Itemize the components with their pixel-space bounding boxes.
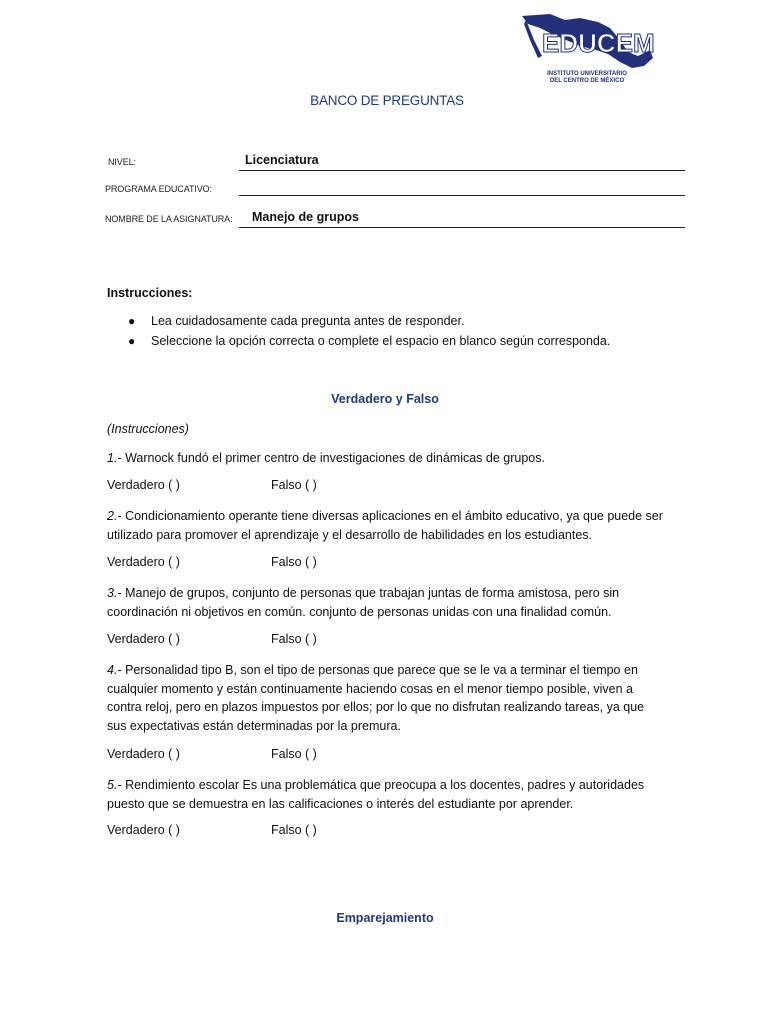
asignatura-label: NOMBRE DE LA ASIGNATURA:	[105, 214, 233, 224]
question-2: 2.- Condicionamiento operante tiene diversas aplicaciones en el ámbito educativo, ya que puede ser utilizado para promover el aprendizaje y el desarrollo de habilidades en los estudiantes.	[107, 509, 663, 542]
svg-text:INSTITUTO UNIVERSITARIO: INSTITUTO UNIVERSITARIO	[547, 71, 627, 77]
question-1: 1.- Warnock fundó el primer centro de investigaciones de dinámicas de grupos.	[107, 451, 545, 465]
section-title-matching: Emparejamiento	[336, 911, 434, 925]
asignatura-underline	[239, 227, 685, 228]
true-option[interactable]: Verdadero ( )	[107, 478, 180, 492]
educem-logo	[520, 10, 655, 86]
section-title-true-false: Verdadero y Falso	[331, 392, 439, 406]
programa-underline	[239, 195, 685, 196]
bullet-icon: ●	[128, 334, 136, 348]
false-option[interactable]: Falso ( )	[271, 823, 317, 837]
question-3: 3.- Manejo de grupos, conjunto de personas que trabajan juntas de forma amistosa, pero sin coordinación ni objetivos en común. conjunto de personas unidas con una finalidad común.	[107, 586, 620, 619]
answer-row-1	[107, 478, 317, 492]
true-option[interactable]: Verdadero ( )	[107, 823, 180, 837]
answer-row-3	[107, 632, 317, 646]
true-option[interactable]: Verdadero ( )	[107, 747, 180, 761]
instructions-list	[128, 314, 610, 354]
nivel-underline	[239, 170, 685, 171]
page-title: BANCO DE PREGUNTAS	[310, 93, 464, 108]
asignatura-value: Manejo de grupos	[252, 210, 359, 224]
false-option[interactable]: Falso ( )	[271, 478, 317, 492]
true-option[interactable]: Verdadero ( )	[107, 632, 180, 646]
question-5: 5.- Rendimiento escolar Es una problemática que preocupa a los docentes, padres y autoridades puesto que se demuestra en las calificaciones o interés del estudiante por aprender.	[107, 778, 645, 811]
false-option[interactable]: Falso ( )	[271, 747, 317, 761]
answer-row-2	[107, 555, 317, 569]
nivel-label: NIVEL:	[108, 157, 136, 167]
nivel-value: Licenciatura	[245, 153, 319, 167]
list-item: ● Lea cuidadosamente cada pregunta antes de responder.	[128, 314, 465, 328]
list-item: ● Seleccione la opción correcta o complete el espacio en blanco según corresponda.	[128, 334, 611, 348]
question-4: 4.- Personalidad tipo B, son el tipo de personas que parece que se le va a terminar el tiempo en cualquier momento y están continuamente haciendo cosas en el menor tiempo posible, viven a contra reloj, pero en plazos impuestos por ellos; por lo que no disfrutan realizando tareas, ya que sus expectativas están determinadas por la premura.	[107, 663, 645, 733]
answer-row-4	[107, 747, 317, 761]
instructions-heading: Instrucciones:	[107, 286, 193, 300]
false-option[interactable]: Falso ( )	[271, 632, 317, 646]
svg-text:DEL CENTRO DE MÉXICO: DEL CENTRO DE MÉXICO	[549, 78, 625, 84]
false-option[interactable]: Falso ( )	[271, 555, 317, 569]
programa-label: PROGRAMA EDUCATIVO:	[105, 184, 212, 194]
section-instructions: (Instrucciones)	[107, 422, 189, 436]
true-option[interactable]: Verdadero ( )	[107, 555, 180, 569]
answer-row-5	[107, 823, 317, 837]
mexico-map-icon	[520, 10, 655, 86]
logo-wordmark: EDUCEM	[542, 28, 655, 58]
bullet-icon: ●	[128, 314, 136, 328]
